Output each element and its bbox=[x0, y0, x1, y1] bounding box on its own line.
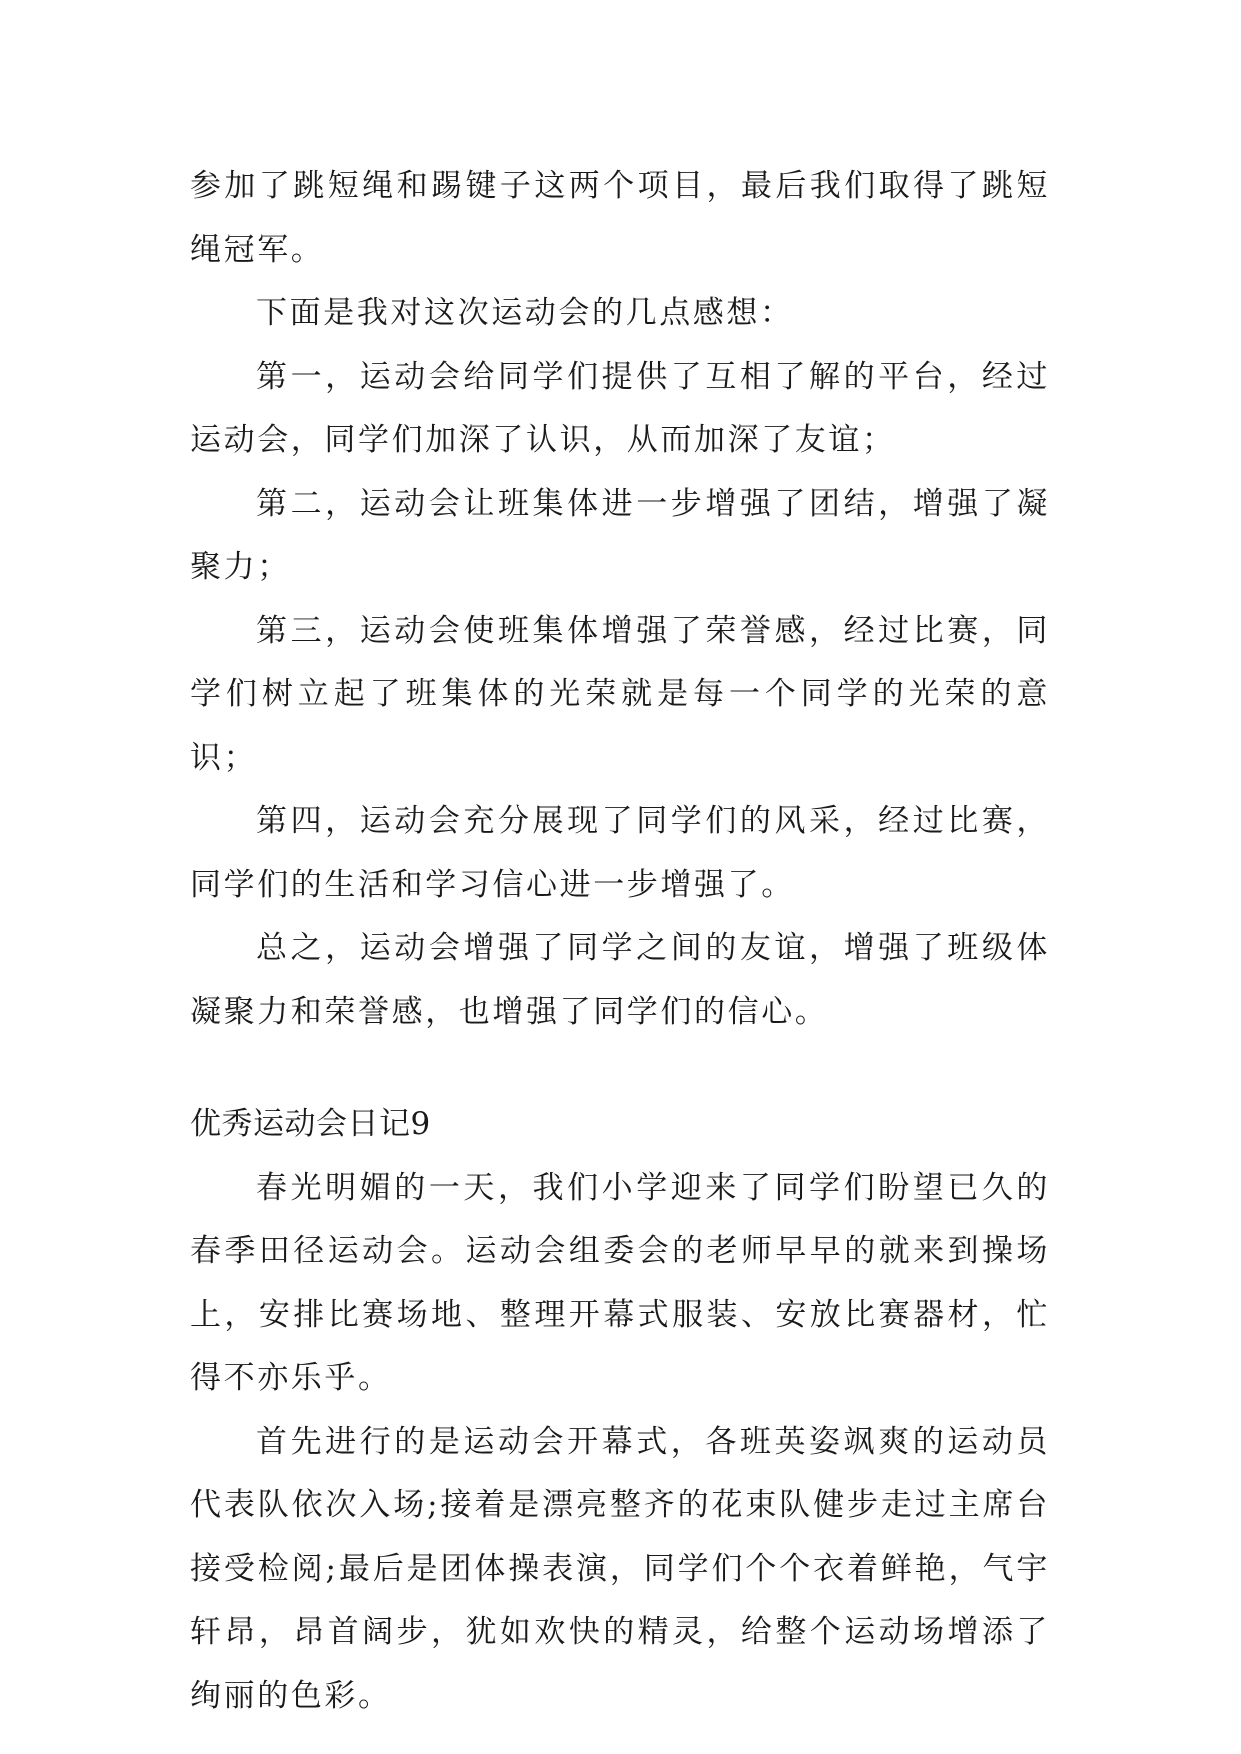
paragraph-fourth: 第四，运动会充分展现了同学们的风采，经过比赛，同学们的生活和学习信心进一步增强了。 bbox=[190, 803, 1050, 903]
paragraph-intro: 下面是我对这次运动会的几点感想： bbox=[256, 295, 794, 331]
paragraph-third: 第三，运动会使班集体增强了荣誉感，经过比赛，同学们树立起了班集体的光荣就是每一个同学的光荣的意识； bbox=[190, 612, 1050, 776]
paragraph-first: 第一，运动会给同学们提供了互相了解的平台，经过运动会，同学们加深了认识，从而加深了友谊； bbox=[190, 358, 1050, 458]
paragraph-ceremony: 首先进行的是运动会开幕式，各班英姿飒爽的运动员代表队依次入场;接着是漂亮整齐的花束队健步走过主席台接受检阅;最后是团体操表演，同学们个个衣着鲜艳，气宇轩昂，昂首阔步，犹如欢快的精灵，给整个运动场增添了绚丽的色彩。 bbox=[190, 1423, 1050, 1714]
document-body bbox=[190, 155, 1050, 1728]
paragraph-continued: 参加了跳短绳和踢键子这两个项目，最后我们取得了跳短绳冠军。 bbox=[190, 168, 1050, 268]
paragraph-summary: 总之，运动会增强了同学之间的友谊，增强了班级体凝聚力和荣誉感，也增强了同学们的信心。 bbox=[190, 930, 1050, 1030]
paragraph-second: 第二，运动会让班集体进一步增强了团结，增强了凝聚力； bbox=[190, 485, 1050, 585]
section-title: 优秀运动会日记9 bbox=[190, 1106, 431, 1142]
paragraph-opening: 春光明媚的一天，我们小学迎来了同学们盼望已久的春季田径运动会。运动会组委会的老师早早的就来到操场上，安排比赛场地、整理开幕式服装、安放比赛器材，忙得不亦乐乎。 bbox=[190, 1169, 1050, 1396]
